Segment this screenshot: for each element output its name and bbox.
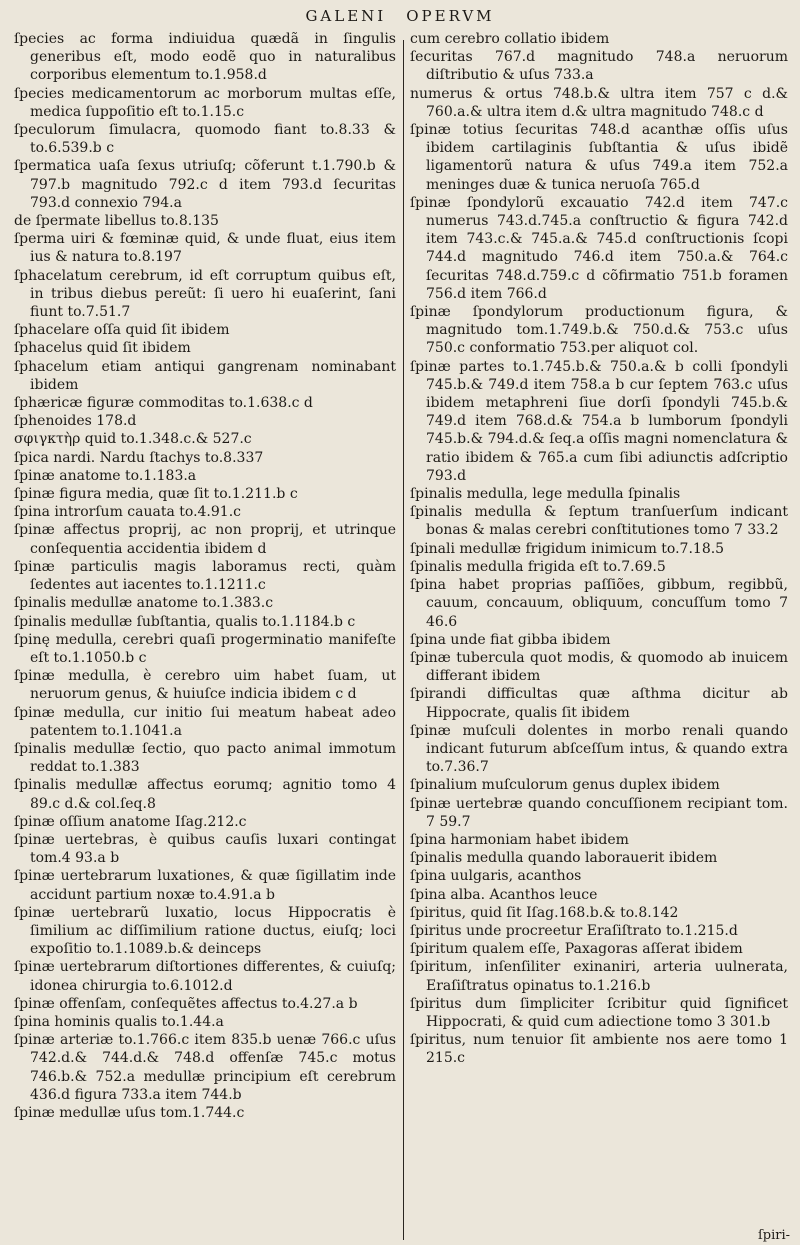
index-entry: ſpinæ partes to.1.745.b.& 750.a.& b colli ſpondyli 745.b.& 749.d item 758.a b cur ſeptem 763.c uſus ibidem metaphreni ſiue dorſi ſpondyli 745.b.& 749.d item 768.d.& 754.a b lumborum ſpondyli 745.b.& 794.d.& ſeq.a oſſis magni nomenclatura & ratio ibidem & 765.a cum ſibi adiunctis adſcriptio 793.d: [410, 358, 788, 484]
index-entry: numerus & ortus 748.b.& ultra item 757 c d.& 760.a.& ultra item d.& ultra magnitudo 748.c d: [410, 85, 788, 120]
index-entry: ſpinalis medullæ affectus eorumq; agnitio tomo 4 89.c d.& col.ſeq.8: [14, 777, 396, 812]
index-entry: ſpinæ ſpondylorum productionum figura, & magnitudo tom.1.749.b.& 750.d.& 753.c uſus 750.c conformatio 753.per aliquot col.: [410, 304, 788, 357]
index-entry: ſpecies medicamentorum ac morborum multas eſſe, medica ſuppoſitio eſt to.1.15.c: [14, 85, 396, 120]
index-entry: ſphacelus quid ſit ibidem: [14, 340, 191, 357]
index-entry: ſpica nardi. Nardu ſtachys to.8.337: [14, 449, 264, 466]
index-entry: ſphacelum etiam antiqui gangrenam nominabant ibidem: [14, 358, 396, 393]
index-entry: ſpinalis medullæ ſectio, quo pacto animal immotum reddat to.1.383: [14, 740, 396, 776]
index-entry: ſpina uulgaris, acanthos: [410, 868, 582, 885]
index-entry: ſpinæ anatome to.1.183.a: [14, 467, 197, 484]
index-entry: ſpinali medullæ frigidum inimicum to.7.18.5: [410, 540, 725, 557]
index-entry: ſpinæ uertebrarum diſtortiones differentes, & cuiuſq; idonea chirurgia to.6.1012.d: [14, 959, 396, 994]
index-entry: ſphacelare oſſa quid ſit ibidem: [14, 322, 230, 339]
right-column: [410, 30, 788, 1240]
index-entry: ſpiritus, num tenuior ſit ambiente nos aere tomo 1 215.c: [410, 1032, 788, 1067]
index-entry: ſphæricæ figuræ commoditas to.1.638.c d: [14, 395, 313, 412]
index-entry: ſpinæ figura media, quæ ſit to.1.211.b c: [14, 486, 298, 503]
index-entry: ſpiritus dum ſimpliciter ſcribitur quid ſignificet Hippocrati, & quid cum adiectione tomo 3 301.b: [410, 995, 788, 1030]
index-entry: ſpinalis medulla & ſeptum tranſuerſum indicant bonas & malas cerebri conſtitutiones tomo 7 33.2: [410, 504, 788, 539]
index-entry: ſpina introrſum cauata to.4.91.c: [14, 504, 241, 521]
index-entry: ſpermatica uaſa ſexus utriuſq; cõferunt t.1.790.b & 797.b magnitudo 792.c d item 793.d ſecuritas 793.d connexio 794.a: [14, 158, 396, 211]
index-entry: ſpiritus, quid ſit Iſag.168.b.& to.8.142: [410, 904, 679, 921]
index-entry: ſpinæ ſpondylorũ excauatio 742.d item 747.c numerus 743.d.745.a conſtructio & figura 742.d item 743.c.& 745.a.& 745.d conſtructionis ſcopi 744.d magnitudo 746.d item 750.a.& 764.c ſecuritas 748.d.759.c d cõfirmatio 751.b foramen 756.d item 766.d: [410, 194, 788, 302]
index-entry: ſpinæ tubercula quot modis, & quomodo ab inuicem differant ibidem: [410, 649, 788, 685]
index-entry: ſpina hominis qualis to.1.44.a: [14, 1013, 224, 1030]
index-entry: ſpina habet proprias paſſiões, gibbum, regibbũ, cauum, concauum, obliquum, concuſſum tomo 7 46.6: [410, 577, 788, 630]
index-entry: ſpinæ affectus proprij, ac non proprij, et utrinque conſequentia accidentia ibidem d: [14, 522, 396, 557]
index-entry: ſpirandi difficultas quæ aſthma dicitur ab Hippocrate, qualis ſit ibidem: [410, 686, 788, 721]
left-column: [14, 30, 396, 1240]
index-entry: ſpinalis medulla quando laborauerit ibidem: [410, 850, 718, 867]
index-entry: ſpinæ medullæ uſus tom.1.744.c: [14, 1104, 245, 1121]
index-entry: ſphacelatum cerebrum, id eſt corruptum quibus eſt, in tribus diebus pereũt: ſi uero hi euaſerint, ſani fiunt to.7.51.7: [14, 267, 396, 321]
index-entry: ſpinæ medulla, è cerebro uim habet ſuam, ut neruorum genus, & huiuſce indicia ibidem c d: [14, 668, 396, 703]
index-entry: ſpina alba. Acanthos leuce: [410, 886, 598, 903]
index-entry: ſpiritum qualem eſſe, Paxagoras aſſerat ibidem: [410, 941, 743, 958]
index-entry: ſpiritus unde procreetur Eraſiſtrato to.1.215.d: [410, 922, 738, 939]
index-entry: ſpinalis medullæ ſubſtantia, qualis to.1.1184.b c: [14, 613, 356, 630]
header-right: OPERVM: [406, 7, 495, 25]
index-entry: cum cerebro collatio ibidem: [410, 31, 610, 47]
index-entry: ſpinæ medulla, cur initio ſui meatum habeat adeo patentem to.1.1041.a: [14, 704, 396, 739]
index-entry: ſpinæ uertebrarum luxationes, & quæ ſigillatim inde accidunt partium noxæ to.4.91.a b: [14, 868, 396, 903]
index-entry: ſecuritas 767.d magnitudo 748.a neruorum diſtributio & uſus 733.a: [410, 49, 788, 84]
index-entry: ſpinæ offenſam, conſequẽtes affectus to.4.27.a b: [14, 995, 358, 1012]
index-entry: ſphenoides 178.d: [14, 413, 137, 430]
index-entry: ſpinæ uertebrarũ luxatio, locus Hippocratis è ſimilium ac diſſimilium ratione ductus, eiuſq; loci expoſitio to.1.1089.b.& deinceps: [14, 904, 396, 958]
index-entry: ſpecies ac forma indiuidua quædã in ſingulis generibus eſt, modo eodẽ quo in naturalibus corporibus elementum to.1.958.d: [14, 31, 396, 84]
index-entry: ſpeculorum ſimulacra, quomodo fiant to.8.33 & to.6.539.b c: [14, 122, 396, 157]
index-entry: ſpinæ uertebræ quando concuſſionem recipiant tom. 7 59.7: [410, 795, 788, 830]
running-header: [0, 2, 800, 30]
index-entry: ſpiritum, inſenſiliter exinaniri, arteria uulnerata, Eraſiſtratus opinatus to.1.216.b: [410, 959, 788, 994]
index-entry: de ſpermate libellus to.8.135: [14, 213, 219, 230]
index-entry: ſpinalium muſculorum genus duplex ibidem: [410, 777, 720, 794]
index-entry: ſpinæ arteriæ to.1.766.c item 835.b uenæ 766.c uſus 742.d.& 744.d.& 748.d offenſæ 745.c motus 746.b.& 752.a medullæ principium eſt cerebrum 436.d figura 733.a item 744.b: [14, 1032, 396, 1103]
index-entry: ſperma uiri & fœminæ quid, & unde fluat, eius item ius & natura to.8.197: [14, 231, 396, 266]
index-entry: ſpina harmoniam habet ibidem: [410, 831, 629, 848]
index-entry: ſpinæ totius ſecuritas 748.d acanthæ oſſis uſus ibidem cartilaginis ſubſtantia & uſus ibidẽ ligamentorũ natura & uſus 749.a item 752.a meninges duæ & tunica neruoſa 765.d: [410, 122, 788, 193]
index-entry: ſpinæ oſſium anatome Iſag.212.c: [14, 813, 247, 830]
index-entry: ſpinæ muſculi dolentes in morbo renali quando indicant futurum abſceſſum intus, & quando extra to.7.36.7: [410, 722, 788, 776]
index-entry: ſpinæ particulis magis laboramus recti, quàm ſedentes aut iacentes to.1.1211.c: [14, 558, 396, 594]
index-entry: ſpina unde fiat gibba ibidem: [410, 631, 611, 648]
index-entry: ſpinalis medulla frigida eſt to.7.69.5: [410, 558, 666, 575]
catchword: ſpiri-: [757, 1228, 790, 1243]
index-entry: ſpinæ uertebras, è quibus cauſis luxari contingat tom.4 93.a b: [14, 831, 396, 867]
index-entry: ſpinalis medullæ anatome to.1.383.c: [14, 595, 274, 612]
index-entry: ſpinalis medulla, lege medulla ſpinalis: [410, 486, 681, 503]
column-divider: [403, 40, 404, 1240]
index-entry: ſpinę medulla, cerebri quaſi progerminatio manifeſte eſt to.1.1050.b c: [14, 631, 396, 666]
header-left: GALENI: [305, 7, 387, 25]
index-entry: σφιγκτὴρ quid to.1.348.c.& 527.c: [14, 431, 252, 448]
